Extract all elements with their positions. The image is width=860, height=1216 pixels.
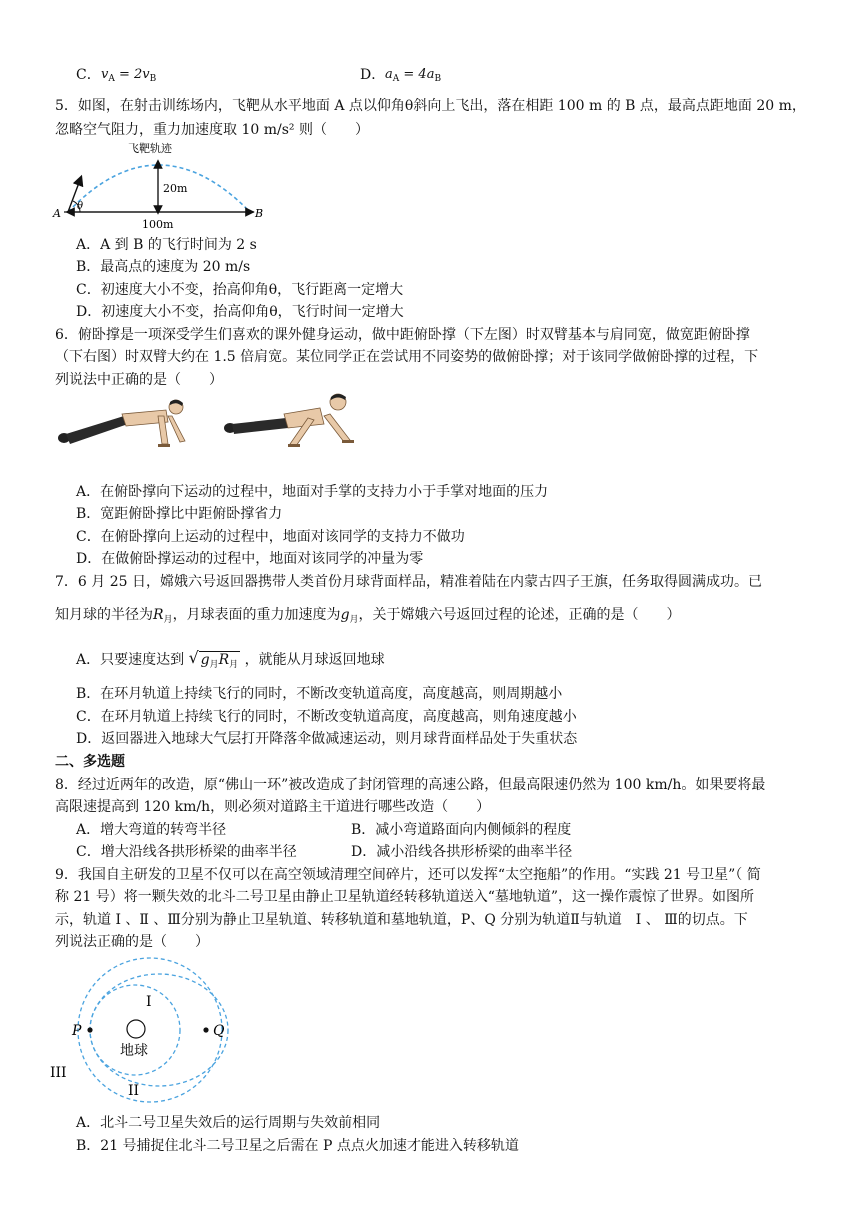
- q9-option-b: B．21 号捕捉住北斗二号卫星之后需在 P 点点火加速才能进入转移轨道: [76, 1138, 519, 1154]
- q7-stem-line2-a: 知月球的半径为: [55, 607, 153, 623]
- label-orbit-ii: II: [128, 1083, 140, 1099]
- q5-height-label: 20m: [163, 182, 188, 195]
- label-p: P: [72, 1023, 82, 1039]
- q5-stem-line1: 5．如图，在射击训练场内，飞靶从水平地面 A 点以仰角θ斜向上飞出，落在相距 100 m 的 B 点，最高点距地面 20 m，: [55, 98, 806, 114]
- q5-option-d: D．初速度大小不变，抬高仰角θ，飞行时间一定增大: [76, 304, 404, 320]
- q7-option-a-post: ，就能从月球返回地球: [244, 652, 385, 668]
- moon-gravity-symbol: $g_月$: [340, 607, 359, 625]
- q6-option-b: B．宽距俯卧撑比中距俯卧撑省力: [76, 506, 283, 522]
- point-q-dot: [203, 1027, 208, 1032]
- q8-option-c: C．增大沿线各拱形桥梁的曲率半径: [76, 844, 297, 860]
- q4-option-c-label: C．: [76, 67, 101, 83]
- q9-option-a: A．北斗二号卫星失效后的运行周期与失效前相同: [76, 1115, 381, 1131]
- q7-option-c: C．在环月轨道上持续飞行的同时，不断改变轨道高度，高度越高，则角速度越小: [76, 709, 577, 725]
- q5-point-a: A: [53, 207, 61, 220]
- section-title-multiple-choice: 二、多选题: [55, 754, 125, 770]
- q5-option-a: A．A 到 B 的飞行时间为 2 s: [76, 237, 257, 253]
- q8-option-d: D．减小沿线各拱形桥梁的曲率半径: [351, 844, 573, 860]
- q7-stem-line2-b: ，月球表面的重力加速度为: [172, 607, 341, 623]
- q5-distance-label: 100m: [142, 218, 174, 231]
- q7-option-b: B．在环月轨道上持续飞行的同时，不断改变轨道高度，高度越高，则周期越小: [76, 686, 563, 702]
- q6-stem-line3: 列说法中正确的是（ ）: [55, 372, 223, 388]
- pushup-wide-figure: [220, 388, 360, 452]
- q7-option-a-pre: A．只要速度达到: [76, 652, 185, 668]
- q9-stem-line3: 示，轨道 Ⅰ 、Ⅱ 、Ⅲ分别为静止卫星轨道、转移轨道和墓地轨道，P、Q 分别为轨道Ⅱ与轨道 Ⅰ 、 Ⅲ的切点。下: [55, 912, 748, 928]
- trajectory-arc: [68, 165, 250, 212]
- pushup-narrow-figure: [54, 394, 204, 452]
- q4-option-c-formula: $v_A = 2v_B$: [101, 67, 157, 84]
- q5-trajectory-figure: [50, 140, 270, 232]
- q9-stem-line1: 9．我国自主研发的卫星不仅可以在高空领域清理空间碎片，还可以发挥“太空拖船”的作用。“实践 21 号卫星”（ 简: [55, 867, 761, 883]
- q9-stem-line2: 称 21 号）将一颗失效的北斗二号卫星由静止卫星轨道经转移轨道送入“墓地轨道”，这一操作震惊了世界。如图所: [55, 889, 755, 905]
- point-p-dot: [87, 1027, 92, 1032]
- q6-stem-line1: 6．俯卧撑是一项深受学生们喜欢的课外健身运动，做中距俯卧撑（下左图）时双臂基本与肩同宽，做宽距俯卧撑: [55, 327, 750, 343]
- earth-label: 地球: [120, 1043, 148, 1059]
- q7-stem-line1: 7．6 月 25 日，嫦娥六号返回器携带人类首份月球背面样品，精准着陆在内蒙古四子王旗，任务取得圆满成功。已: [55, 574, 762, 590]
- q5-option-c: C．初速度大小不变，抬高仰角θ，飞行距离一定增大: [76, 282, 404, 298]
- q7-stem-line2: [55, 606, 681, 629]
- q8-option-b: B．减小弯道路面向内侧倾斜的程度: [351, 822, 572, 838]
- q7-stem-line2-c: ，关于嫦娥六号返回过程的论述，正确的是（ ）: [358, 607, 681, 623]
- q4-option-d-formula: $a_A = 4a_B$: [385, 67, 442, 84]
- earth-circle: [127, 1020, 145, 1038]
- q6-option-a: A．在俯卧撑向下运动的过程中，地面对手掌的支持力小于手掌对地面的压力: [76, 484, 549, 500]
- q5-option-b: B．最高点的速度为 20 m/s: [76, 259, 251, 275]
- q4-option-d-label: D．: [360, 67, 386, 83]
- q5-figure-title: 飞靶轨迹: [128, 142, 172, 155]
- q7-option-d: D．返回器进入地球大气层打开降落伞做减速运动，则月球背面样品处于失重状态: [76, 731, 578, 747]
- q5-angle-label: θ: [77, 201, 84, 212]
- orbit-diagram: [48, 955, 238, 1105]
- orbit-iii: [78, 958, 222, 1102]
- q6-option-c: C．在俯卧撑向上运动的过程中，地面对该同学的支持力不做功: [76, 529, 465, 545]
- q9-stem-line4: 列说法正确的是（ ）: [55, 934, 209, 950]
- q5-point-b: B: [255, 207, 264, 220]
- q7-option-a: [76, 648, 385, 674]
- q8-stem-line2: 高限速提高到 120 km/h，则必须对道路主干道进行哪些改造（ ）: [55, 799, 491, 815]
- q6-option-d: D．在做俯卧撑运动的过程中，地面对该同学的冲量为零: [76, 551, 424, 567]
- q5-stem-line2: 忽略空气阻力，重力加速度取 10 m/s² 则（ ）: [55, 122, 369, 138]
- sqrt-formula: √ $g_月R_月$: [188, 648, 239, 670]
- moon-radius-symbol: $R_月$: [153, 607, 173, 625]
- q8-stem-line1: 8．经过近两年的改造，原“佛山一环”被改造成了封闭管理的高速公路，但最高限速仍然为 100 km/h。如果要将最: [55, 777, 766, 793]
- label-orbit-iii: III: [50, 1065, 67, 1081]
- label-orbit-i: I: [146, 994, 152, 1010]
- label-q: Q: [213, 1023, 225, 1039]
- q6-stem-line2: （下右图）时双臂大约在 1.5 倍肩宽。某位同学正在尝试用不同姿势的做俯卧撑；对于该同学做俯卧撑的过程，下: [55, 349, 759, 365]
- q8-option-a: A．增大弯道的转弯半径: [76, 822, 227, 838]
